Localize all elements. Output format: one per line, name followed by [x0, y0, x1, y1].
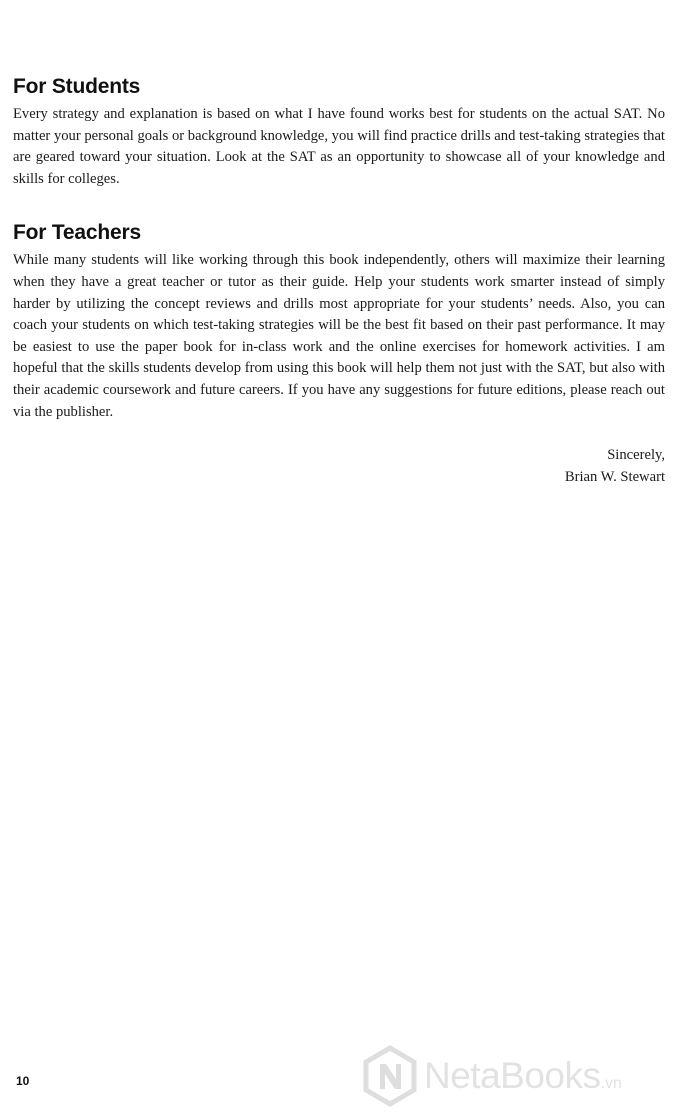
section-body-teachers: While many students will like working through this book independently, others will maximize their learning when they have a great teacher or tutor as their guide. Help your students work smarter instead of simply harder by utilizing the concept reviews and drills most appropriate for your students’ needs. Also, you can coach your students on which test-taking strategies will be the best fit based on their past performance. It may be easiest to use the paper book for in-class work and the online exercises for homework activities. I am hopeful that the skills students develop from using this book will help them not just with the SAT, but also with their academic coursework and future careers. If you have any suggestions for future editions, please reach out via the publisher.	[13, 252, 665, 420]
signoff-author-name: Brian W. Stewart	[564, 468, 665, 485]
page-number: 10	[16, 1074, 30, 1088]
section-heading-students: For Students	[13, 75, 141, 98]
watermark-brand: NetaBooks	[424, 1055, 601, 1096]
section-heading-teachers: For Teachers	[13, 221, 141, 245]
signoff-block	[13, 445, 665, 488]
watermark-suffix: .vn	[600, 1075, 622, 1092]
section-for-students	[13, 74, 665, 190]
watermark	[362, 1043, 692, 1109]
document-page	[13, 74, 665, 488]
watermark-text	[424, 1055, 622, 1097]
section-body-students: Every strategy and explanation is based on what I have found works best for students on the actual SAT. No matter your personal goals or background knowledge, you will find practice drills and test-taking strategies that are geared toward your situation. Look at the SAT as an opportunity to showcase all of your knowledge and skills for colleges.	[13, 106, 665, 187]
signoff-closing: Sincerely,	[607, 447, 665, 464]
section-for-teachers	[13, 220, 665, 423]
hexagon-n-logo-icon	[362, 1045, 418, 1107]
